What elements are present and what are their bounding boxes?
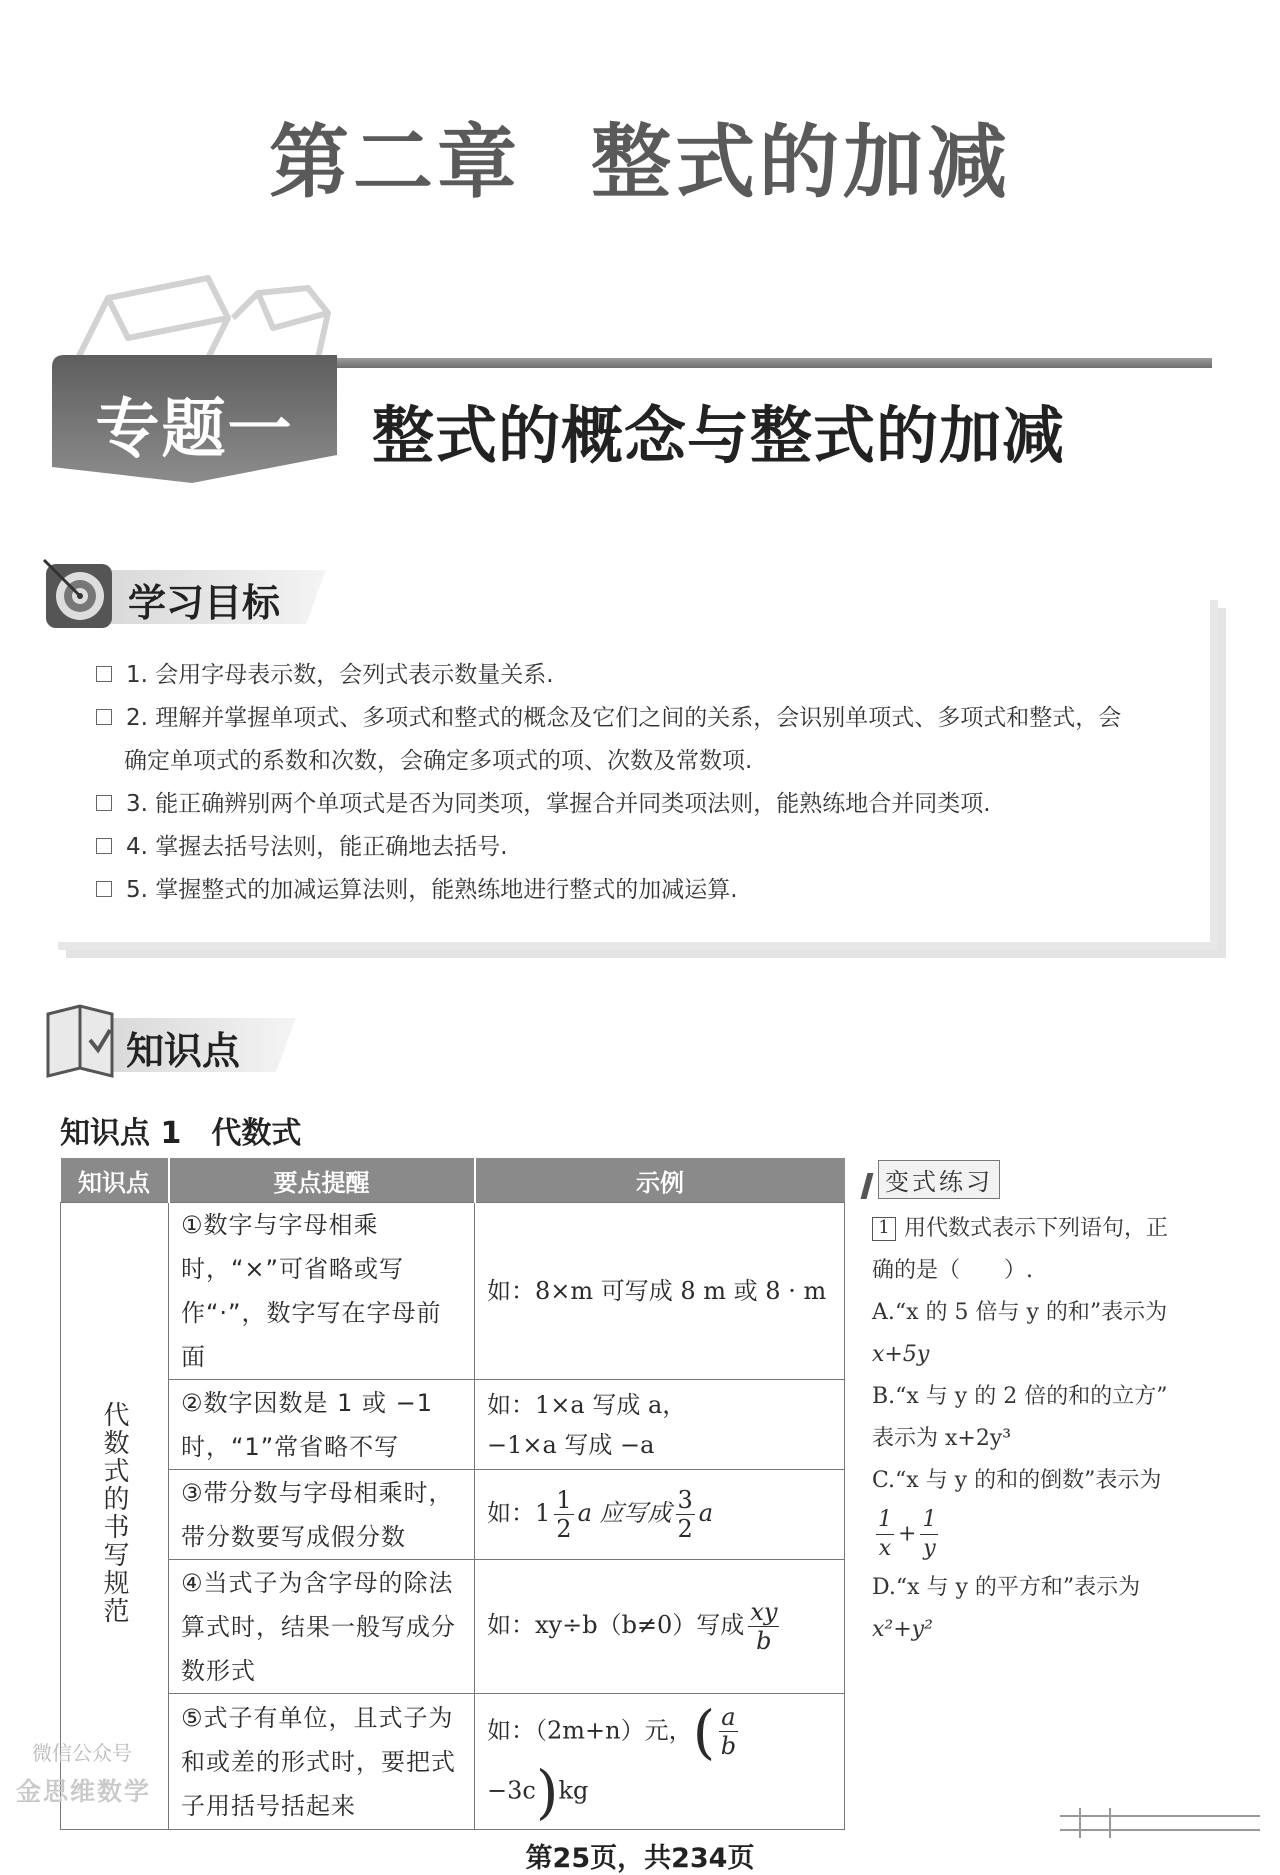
option-b: B.“x 与 y 的 2 倍的和的立方”	[872, 1384, 1168, 1409]
table-header: 知识点	[61, 1158, 169, 1203]
table-header: 要点提醒	[169, 1158, 475, 1203]
table-header-row	[61, 1158, 845, 1203]
knowledge-point-title: 知识点 1 代数式	[60, 1116, 302, 1151]
objective-item: 1. 会用字母表示数，会列式表示数量关系.	[96, 654, 554, 697]
knowledge-table	[60, 1158, 845, 1830]
table-row	[61, 1560, 845, 1694]
table-cell-point: ②数字因数是 1 或 −1 时，“1”常省略不写	[169, 1380, 475, 1470]
table-row	[61, 1380, 845, 1470]
checkbox-icon	[96, 709, 112, 725]
table-cell-point: ③带分数与字母相乘时，带分数要写成假分数	[169, 1470, 475, 1560]
decorative-cubes-icon	[58, 258, 358, 368]
table-cell-example: 如：8×m 可写成 8 m 或 8 · m	[475, 1203, 845, 1380]
page-footer: 第25页，共234页	[525, 1843, 755, 1874]
table-row	[61, 1203, 845, 1380]
table-cell-example: 如：（2m+n）元，( $\frac{a}{b}$ −3c)kg	[475, 1694, 845, 1830]
practice-heading: 变式练习	[878, 1160, 1000, 1199]
practice-question: 1 用代数式表示下列语句，正 确的是（ ）. A.“x 的 5 倍与 y 的和”表示为 x+5y B.“x 与 y 的 2 倍的和的立方” 表示为 x+2y³ C.“x 与 y 的和的倒数”表示为 $\frac{1}{x}$ + $\frac{1}{y}$ D.“x 与 y 的平方和”表示为 x²+y²	[872, 1208, 1220, 1651]
objective-item: 2. 理解并掌握单项式、多项式和整式的概念及它们之间的关系，会识别单项式、多项式和整式，会	[96, 697, 1121, 740]
option-a: A.“x 的 5 倍与 y 的和”表示为	[872, 1300, 1168, 1325]
knowledge-heading: 知识点	[126, 1029, 241, 1073]
objective-item: 4. 掌握去括号法则，能正确地去括号.	[96, 826, 508, 869]
objectives-heading: 学习目标	[128, 581, 281, 625]
option-d: D.“x 与 y 的平方和”表示为	[872, 1575, 1141, 1600]
table-row	[61, 1470, 845, 1560]
practice-header	[864, 1160, 1000, 1199]
target-icon	[40, 556, 120, 636]
objective-item-continued: 确定单项式的系数和次数，会确定多项式的项、次数及常数项.	[124, 748, 753, 774]
topic-title: 整式的概念与整式的加减	[372, 399, 1066, 472]
chapter-prefix: 第二章	[269, 116, 521, 209]
book-icon	[40, 1000, 120, 1084]
checkbox-icon	[96, 838, 112, 854]
table-category: 代数式的书写规范	[61, 1203, 169, 1830]
option-c: C.“x 与 y 的和的倒数”表示为	[872, 1468, 1162, 1493]
checkbox-icon	[96, 881, 112, 897]
topic-banner-line	[300, 358, 1212, 368]
objective-item: 3. 能正确辨别两个单项式是否为同类项，掌握合并同类项法则，能熟练地合并同类项.	[96, 783, 991, 826]
table-row	[61, 1694, 845, 1830]
objective-item: 5. 掌握整式的加减运算法则，能熟练地进行整式的加减运算.	[96, 869, 738, 912]
table-cell-example: 如：1×a 写成 a， −1×a 写成 −a	[475, 1380, 845, 1470]
table-cell-point: ①数字与字母相乘时，“×”可省略或写作“·”，数字写在字母前面	[169, 1203, 475, 1380]
table-cell-example: 如：1 $\frac{1}{2}$ a 应写成 $\frac{3}{2}$ a	[475, 1470, 845, 1560]
topic-label: 专题一	[95, 393, 294, 467]
table-cell-example: 如：xy÷b（b≠0）写成 $\frac{xy}{b}$	[475, 1560, 845, 1694]
chapter-title	[0, 98, 1280, 213]
table-cell-point: ⑤式子有单位，且式子为和或差的形式时，要把式子用括号括起来	[169, 1694, 475, 1830]
checkbox-icon	[96, 666, 112, 682]
checkbox-icon	[96, 795, 112, 811]
decorative-lines-icon	[1060, 1808, 1260, 1838]
table-header: 示例	[475, 1158, 845, 1203]
watermark-brand: 金思维数学	[16, 1777, 152, 1806]
table-cell-point: ④当式子为含字母的除法算式时，结果一般写成分数形式	[169, 1560, 475, 1694]
chapter-name: 整式的加减	[591, 116, 1011, 209]
question-number: 1	[872, 1217, 896, 1241]
watermark-text: 微信公众号	[32, 1741, 132, 1765]
